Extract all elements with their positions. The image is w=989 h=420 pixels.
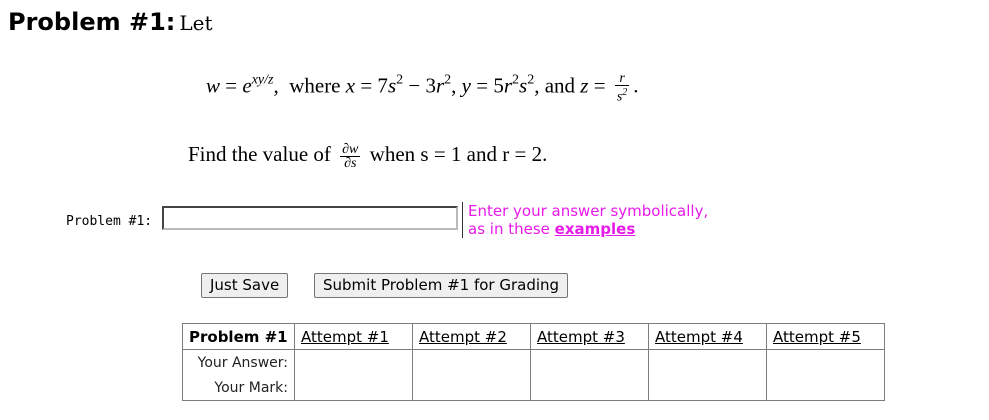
just-save-button[interactable]: Just Save	[201, 273, 288, 298]
answer-input[interactable]	[162, 206, 458, 230]
find-condition: s = 1 and r = 2.	[420, 142, 548, 166]
answer-cell	[295, 350, 413, 376]
find-prefix: Find the value of	[188, 142, 331, 166]
answer-cell	[767, 350, 885, 376]
partial-derivative: $\frac{\partial w}{\partial s}$	[342, 141, 359, 171]
attempt-2-header[interactable]: Attempt #2	[413, 324, 531, 350]
function-definition: $w = e^{xy/z}$, where $x = 7s^2 - 3r^2$, $y = 5r^2s^2$, and z = $\frac{r}{s^2}$ .	[206, 71, 639, 105]
mark-cell	[649, 375, 767, 401]
attempt-1-header[interactable]: Attempt #1	[295, 324, 413, 350]
hint-line1: Enter your answer symbolically,	[468, 202, 709, 220]
your-mark-row	[183, 375, 885, 401]
attempts-header-row	[183, 324, 885, 350]
answer-cell	[531, 350, 649, 376]
attempt-4-header[interactable]: Attempt #4	[649, 324, 767, 350]
hint-line2-prefix: as in these	[468, 220, 550, 238]
mark-cell	[295, 375, 413, 401]
your-mark-label: Your Mark:	[183, 375, 295, 401]
find-when: when	[369, 142, 416, 166]
attempt-3-header[interactable]: Attempt #3	[531, 324, 649, 350]
attempts-table-header: Problem #1	[183, 324, 295, 350]
problem-title	[8, 8, 213, 36]
problem-number: Problem #1:	[8, 8, 176, 36]
examples-link[interactable]: examples	[554, 220, 636, 238]
mark-cell	[767, 375, 885, 401]
answer-cell	[649, 350, 767, 376]
problem-intro: Let	[179, 11, 213, 35]
answer-hint	[462, 202, 708, 238]
mark-cell	[531, 375, 649, 401]
your-answer-label: Your Answer:	[183, 350, 295, 376]
attempts-table	[182, 323, 885, 401]
question-text	[188, 142, 547, 170]
answer-label: Problem #1:	[66, 214, 153, 229]
hint-line2	[468, 220, 708, 238]
mark-cell	[413, 375, 531, 401]
attempt-5-header[interactable]: Attempt #5	[767, 324, 885, 350]
your-answer-row	[183, 350, 885, 376]
answer-cell	[413, 350, 531, 376]
submit-grading-button[interactable]: Submit Problem #1 for Grading	[314, 273, 568, 298]
